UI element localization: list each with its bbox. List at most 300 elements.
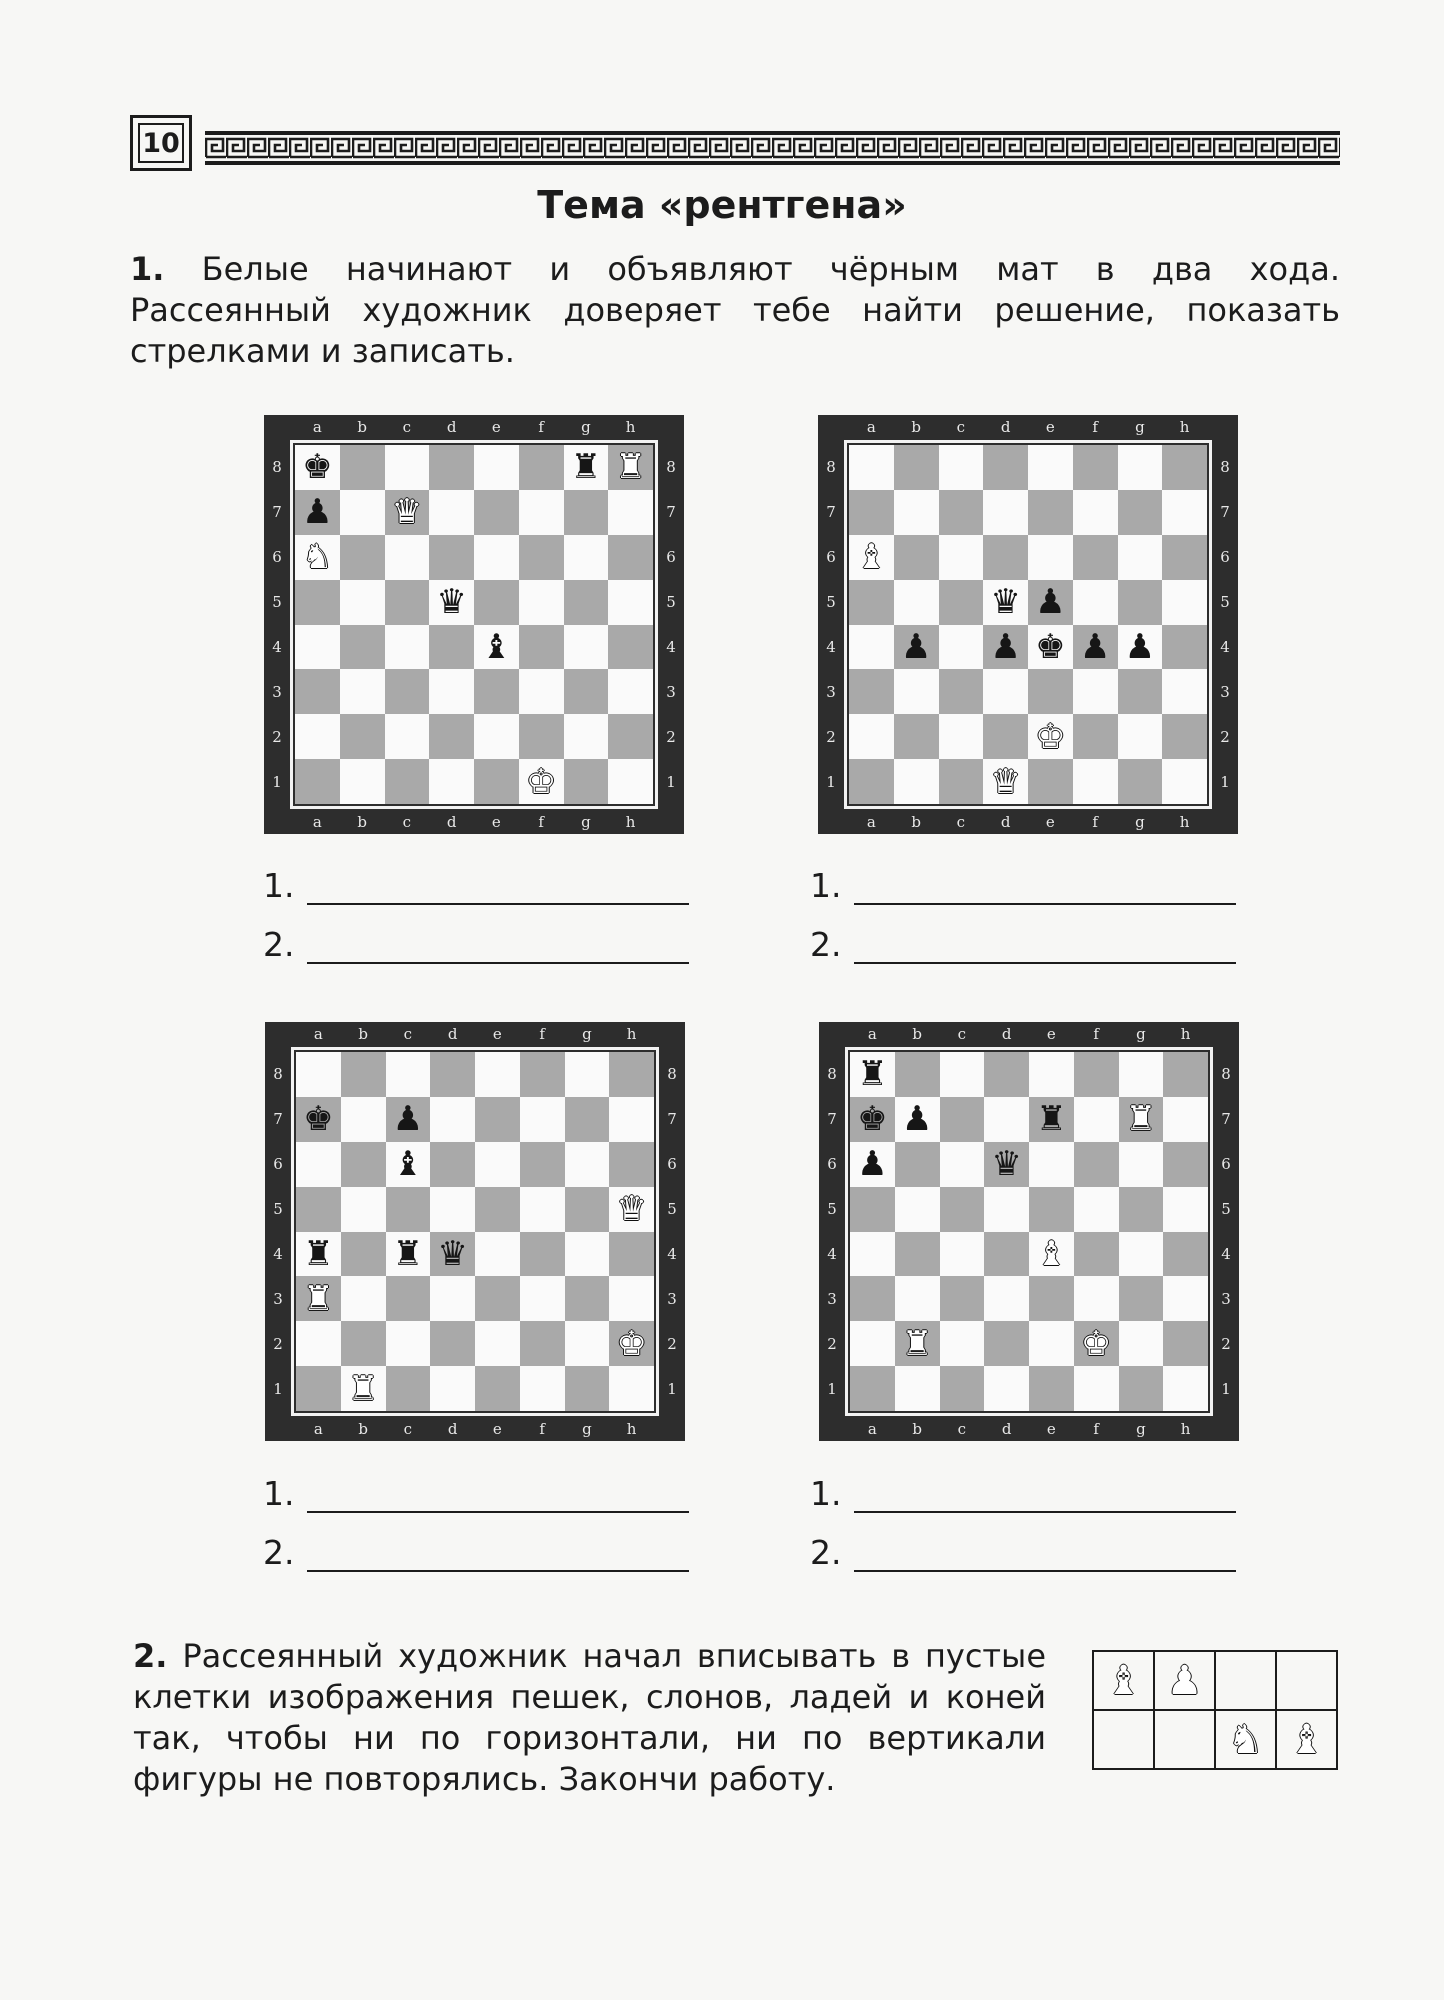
square-b1 bbox=[894, 759, 939, 804]
square-d2 bbox=[983, 714, 1028, 759]
square-f5 bbox=[520, 1187, 565, 1232]
square-e8 bbox=[475, 1052, 520, 1097]
rank-label-4-right: 4 bbox=[1220, 637, 1230, 656]
square-h6 bbox=[609, 1142, 654, 1187]
chess-diagram-4 bbox=[819, 1022, 1239, 1441]
file-label-g-top: g bbox=[582, 1025, 592, 1043]
square-f8 bbox=[1074, 1052, 1119, 1097]
square-d2 bbox=[430, 1321, 475, 1366]
file-label-h-top: h bbox=[1180, 1025, 1191, 1043]
black-pawn-icon: ♟ bbox=[990, 626, 1021, 667]
square-c4 bbox=[940, 1232, 985, 1277]
rank-label-3-right: 3 bbox=[667, 1289, 677, 1308]
square-c1 bbox=[385, 759, 430, 804]
square-a4 bbox=[295, 625, 340, 670]
square-h6 bbox=[1163, 1142, 1208, 1187]
rank-label-1-right: 1 bbox=[1221, 1379, 1231, 1398]
square-e4 bbox=[1028, 625, 1073, 670]
grid-cell bbox=[1093, 1651, 1154, 1710]
square-h2 bbox=[609, 1321, 654, 1366]
rank-label-8-left: 8 bbox=[826, 458, 836, 477]
square-b6 bbox=[895, 1142, 940, 1187]
square-c4 bbox=[385, 625, 430, 670]
square-d7 bbox=[430, 1097, 475, 1142]
square-a5 bbox=[296, 1187, 341, 1232]
rank-label-6-right: 6 bbox=[667, 1155, 677, 1174]
rank-label-4-left: 4 bbox=[826, 637, 836, 656]
file-label-d-bottom: d bbox=[1000, 813, 1011, 831]
rank-label-4-right: 4 bbox=[1221, 1244, 1231, 1263]
black-queen-icon: ♛ bbox=[990, 582, 1021, 623]
square-h2 bbox=[608, 714, 653, 759]
file-label-f-bottom: f bbox=[538, 813, 544, 831]
square-f2 bbox=[1074, 1321, 1119, 1366]
square-c2 bbox=[939, 714, 984, 759]
square-f6 bbox=[520, 1142, 565, 1187]
square-h6 bbox=[608, 535, 653, 580]
square-g8 bbox=[1118, 445, 1163, 490]
rank-label-3-right: 3 bbox=[1221, 1289, 1231, 1308]
black-bishop-icon: ♝ bbox=[392, 1144, 424, 1185]
grid-cell bbox=[1276, 1710, 1337, 1769]
square-h1 bbox=[608, 759, 653, 804]
page-number: 10 bbox=[138, 123, 184, 163]
answer-2-move-1[interactable]: 1. bbox=[810, 866, 1236, 905]
rank-label-2-left: 2 bbox=[826, 727, 836, 746]
square-g7 bbox=[1118, 490, 1163, 535]
square-e2 bbox=[475, 1321, 520, 1366]
black-pawn-icon: ♟ bbox=[901, 1099, 933, 1140]
task1-number: 1. bbox=[130, 250, 165, 288]
square-h4 bbox=[608, 625, 653, 670]
square-g4 bbox=[565, 1232, 610, 1277]
square-e4 bbox=[474, 625, 519, 670]
square-d6 bbox=[983, 535, 1028, 580]
square-g8 bbox=[1119, 1052, 1164, 1097]
square-h2 bbox=[1162, 714, 1207, 759]
square-b1 bbox=[340, 759, 385, 804]
square-h8 bbox=[1163, 1052, 1208, 1097]
square-e3 bbox=[474, 669, 519, 714]
square-h3 bbox=[1163, 1276, 1208, 1321]
square-c1 bbox=[939, 759, 984, 804]
square-a4 bbox=[850, 1232, 895, 1277]
square-c6 bbox=[939, 535, 984, 580]
board-grid bbox=[296, 1052, 654, 1411]
square-f6 bbox=[1073, 535, 1118, 580]
square-g4 bbox=[1118, 625, 1163, 670]
square-a2 bbox=[296, 1321, 341, 1366]
square-c8 bbox=[940, 1052, 985, 1097]
file-label-d-bottom: d bbox=[1001, 1420, 1012, 1438]
black-queen-icon: ♛ bbox=[437, 1233, 468, 1274]
file-label-b-bottom: b bbox=[911, 813, 921, 831]
square-b8 bbox=[340, 445, 385, 490]
square-e5 bbox=[1028, 580, 1073, 625]
rank-label-5-right: 5 bbox=[1220, 593, 1230, 612]
file-label-c-top: c bbox=[956, 418, 966, 436]
white-pawn-icon: ♟ bbox=[1166, 1657, 1203, 1704]
file-label-f-bottom: f bbox=[539, 1420, 545, 1438]
rank-label-1-right: 1 bbox=[1220, 772, 1230, 791]
square-g5 bbox=[1119, 1187, 1164, 1232]
square-d3 bbox=[429, 669, 474, 714]
square-h5 bbox=[1163, 1187, 1208, 1232]
file-label-a-bottom: a bbox=[867, 1420, 877, 1438]
square-d8 bbox=[429, 445, 474, 490]
square-c3 bbox=[939, 669, 984, 714]
square-d8 bbox=[984, 1052, 1029, 1097]
square-g1 bbox=[1118, 759, 1163, 804]
square-c8 bbox=[385, 445, 430, 490]
square-h2 bbox=[1163, 1321, 1208, 1366]
black-bishop-icon: ♝ bbox=[481, 626, 512, 667]
rank-label-3-right: 3 bbox=[1220, 682, 1230, 701]
task1-line-1: Белые начинают и объявляют чёрным мат в два хода. bbox=[201, 250, 1341, 288]
square-b1 bbox=[895, 1366, 940, 1411]
square-b2 bbox=[341, 1321, 386, 1366]
square-a1 bbox=[849, 759, 894, 804]
file-label-c-bottom: c bbox=[402, 813, 412, 831]
square-h4 bbox=[609, 1232, 654, 1277]
square-f1 bbox=[1073, 759, 1118, 804]
square-f7 bbox=[519, 490, 564, 535]
white-king-icon: ♚ bbox=[1080, 1323, 1112, 1364]
rank-label-1-left: 1 bbox=[273, 1379, 283, 1398]
square-e7 bbox=[1029, 1097, 1074, 1142]
square-a1 bbox=[295, 759, 340, 804]
square-a3 bbox=[295, 669, 340, 714]
square-e6 bbox=[474, 535, 519, 580]
square-f2 bbox=[520, 1321, 565, 1366]
task2-line-4: фигуры не повторялись. Закончи работу. bbox=[133, 1760, 836, 1798]
answer-3-move-1[interactable]: 1. bbox=[263, 1474, 689, 1513]
square-c4 bbox=[386, 1232, 431, 1277]
square-e3 bbox=[1028, 669, 1073, 714]
square-c7 bbox=[385, 490, 430, 535]
square-e8 bbox=[474, 445, 519, 490]
white-king-icon: ♚ bbox=[1035, 716, 1066, 757]
square-g4 bbox=[1119, 1232, 1164, 1277]
rank-label-4-left: 4 bbox=[272, 637, 282, 656]
square-g4 bbox=[564, 625, 609, 670]
square-e3 bbox=[1029, 1276, 1074, 1321]
white-rook-icon: ♜ bbox=[347, 1368, 379, 1409]
square-h1 bbox=[1163, 1366, 1208, 1411]
grid-row bbox=[1093, 1651, 1337, 1710]
rank-label-7-right: 7 bbox=[667, 1110, 677, 1129]
grid-cell[interactable] bbox=[1276, 1651, 1337, 1710]
square-a8 bbox=[849, 445, 894, 490]
answer-3-move-2[interactable]: 2. bbox=[263, 1533, 689, 1572]
square-h8 bbox=[1162, 445, 1207, 490]
file-label-h-bottom: h bbox=[1180, 1420, 1191, 1438]
rank-label-5-left: 5 bbox=[273, 1200, 283, 1219]
rank-label-6-right: 6 bbox=[666, 548, 676, 567]
square-f6 bbox=[519, 535, 564, 580]
rank-label-5-right: 5 bbox=[666, 593, 676, 612]
rank-label-2-right: 2 bbox=[1220, 727, 1230, 746]
square-a1 bbox=[850, 1366, 895, 1411]
rank-label-7-left: 7 bbox=[273, 1110, 283, 1129]
grid-cell[interactable] bbox=[1154, 1710, 1215, 1769]
file-label-g-top: g bbox=[1135, 418, 1145, 436]
file-label-c-top: c bbox=[957, 1025, 967, 1043]
black-rook-icon: ♜ bbox=[303, 1233, 334, 1274]
file-label-b-bottom: b bbox=[358, 1420, 368, 1438]
board-grid bbox=[295, 445, 653, 804]
square-h1 bbox=[1162, 759, 1207, 804]
square-d8 bbox=[983, 445, 1028, 490]
file-label-c-top: c bbox=[402, 418, 412, 436]
rank-label-4-left: 4 bbox=[273, 1244, 283, 1263]
rank-label-1-left: 1 bbox=[826, 772, 836, 791]
rank-label-4-right: 4 bbox=[667, 1244, 677, 1263]
square-g3 bbox=[1119, 1276, 1164, 1321]
square-b4 bbox=[895, 1232, 940, 1277]
square-b2 bbox=[895, 1321, 940, 1366]
file-label-e-top: e bbox=[1045, 418, 1055, 436]
rank-label-8-left: 8 bbox=[827, 1065, 837, 1084]
task2-line-1: Рассеянный художник начал вписывать в пустые bbox=[182, 1637, 1047, 1675]
file-label-a-bottom: a bbox=[866, 813, 876, 831]
white-rook-icon: ♜ bbox=[303, 1278, 334, 1319]
square-b4 bbox=[340, 625, 385, 670]
square-g8 bbox=[564, 445, 609, 490]
square-c6 bbox=[940, 1142, 985, 1187]
square-f4 bbox=[519, 625, 564, 670]
square-d6 bbox=[430, 1142, 475, 1187]
white-rook-icon: ♜ bbox=[615, 447, 646, 488]
square-e1 bbox=[474, 759, 519, 804]
square-d6 bbox=[984, 1142, 1029, 1187]
square-c6 bbox=[386, 1142, 431, 1187]
black-king-icon: ♚ bbox=[302, 447, 333, 488]
square-a3 bbox=[849, 669, 894, 714]
file-label-c-top: c bbox=[403, 1025, 413, 1043]
file-label-b-top: b bbox=[357, 418, 367, 436]
square-h1 bbox=[609, 1366, 654, 1411]
file-label-f-top: f bbox=[538, 418, 544, 436]
rank-label-2-right: 2 bbox=[1221, 1334, 1231, 1353]
rank-label-3-left: 3 bbox=[273, 1289, 283, 1308]
square-a8 bbox=[295, 445, 340, 490]
square-b1 bbox=[341, 1366, 386, 1411]
square-e1 bbox=[1029, 1366, 1074, 1411]
file-label-e-top: e bbox=[1046, 1025, 1056, 1043]
rank-label-7-left: 7 bbox=[826, 503, 836, 522]
square-f1 bbox=[520, 1366, 565, 1411]
square-b6 bbox=[341, 1142, 386, 1187]
square-f7 bbox=[1073, 490, 1118, 535]
square-c5 bbox=[939, 580, 984, 625]
square-c4 bbox=[939, 625, 984, 670]
square-f5 bbox=[519, 580, 564, 625]
black-rook-icon: ♜ bbox=[570, 447, 602, 488]
black-pawn-icon: ♟ bbox=[392, 1099, 424, 1140]
rank-label-2-left: 2 bbox=[827, 1334, 837, 1353]
task2-piece-grid bbox=[1092, 1650, 1338, 1770]
square-e1 bbox=[475, 1366, 520, 1411]
square-d1 bbox=[984, 1366, 1029, 1411]
answer-2-move-2[interactable]: 2. bbox=[810, 925, 1236, 964]
black-rook-icon: ♜ bbox=[392, 1233, 424, 1274]
file-label-g-bottom: g bbox=[1135, 813, 1145, 831]
square-a6 bbox=[850, 1142, 895, 1187]
file-label-f-bottom: f bbox=[1093, 1420, 1099, 1438]
white-bishop-icon: ♝ bbox=[1288, 1716, 1325, 1763]
square-d3 bbox=[983, 669, 1028, 714]
task1-text bbox=[130, 249, 1340, 372]
square-h5 bbox=[609, 1187, 654, 1232]
square-e7 bbox=[475, 1097, 520, 1142]
square-h6 bbox=[1162, 535, 1207, 580]
rank-label-7-left: 7 bbox=[272, 503, 282, 522]
black-pawn-icon: ♟ bbox=[900, 626, 932, 667]
square-c7 bbox=[939, 490, 984, 535]
rank-label-2-right: 2 bbox=[666, 727, 676, 746]
square-b5 bbox=[340, 580, 385, 625]
answer-4-move-1[interactable]: 1. bbox=[810, 1474, 1236, 1513]
square-b6 bbox=[894, 535, 939, 580]
rank-label-6-left: 6 bbox=[273, 1155, 283, 1174]
rank-label-5-left: 5 bbox=[827, 1200, 837, 1219]
file-label-a-bottom: a bbox=[313, 1420, 323, 1438]
square-a6 bbox=[296, 1142, 341, 1187]
square-c8 bbox=[939, 445, 984, 490]
file-label-b-top: b bbox=[911, 418, 921, 436]
square-a2 bbox=[295, 714, 340, 759]
page-number-box bbox=[130, 115, 192, 171]
square-e8 bbox=[1029, 1052, 1074, 1097]
file-label-e-bottom: e bbox=[1045, 813, 1055, 831]
square-g1 bbox=[1119, 1366, 1164, 1411]
square-h7 bbox=[1163, 1097, 1208, 1142]
file-label-g-bottom: g bbox=[1136, 1420, 1146, 1438]
white-bishop-icon: ♝ bbox=[1105, 1657, 1142, 1704]
square-e8 bbox=[1028, 445, 1073, 490]
task2-text bbox=[133, 1636, 1046, 1800]
task2-line-3: так, чтобы ни по горизонтали, ни по вертикали bbox=[133, 1719, 1046, 1757]
grid-cell[interactable] bbox=[1093, 1710, 1154, 1769]
square-d6 bbox=[429, 535, 474, 580]
square-b3 bbox=[341, 1276, 386, 1321]
rank-label-6-left: 6 bbox=[826, 548, 836, 567]
file-label-a-top: a bbox=[867, 1025, 877, 1043]
black-queen-icon: ♛ bbox=[436, 582, 467, 623]
square-b6 bbox=[340, 535, 385, 580]
square-e2 bbox=[1028, 714, 1073, 759]
square-c8 bbox=[386, 1052, 431, 1097]
answer-1-move-2[interactable]: 2. bbox=[263, 925, 689, 964]
rank-label-4-right: 4 bbox=[666, 637, 676, 656]
black-king-icon: ♚ bbox=[857, 1099, 888, 1140]
square-f2 bbox=[519, 714, 564, 759]
square-a2 bbox=[850, 1321, 895, 1366]
file-label-g-top: g bbox=[1136, 1025, 1146, 1043]
file-label-g-top: g bbox=[581, 418, 591, 436]
square-c3 bbox=[386, 1276, 431, 1321]
answer-1-move-1[interactable]: 1. bbox=[263, 866, 689, 905]
grid-row bbox=[1093, 1710, 1337, 1769]
square-c2 bbox=[940, 1321, 985, 1366]
square-a4 bbox=[296, 1232, 341, 1277]
square-g5 bbox=[564, 580, 609, 625]
square-d7 bbox=[429, 490, 474, 535]
file-label-e-bottom: e bbox=[492, 1420, 502, 1438]
rank-label-6-right: 6 bbox=[1221, 1155, 1231, 1174]
file-label-b-bottom: b bbox=[357, 813, 367, 831]
square-d2 bbox=[429, 714, 474, 759]
square-h3 bbox=[1162, 669, 1207, 714]
square-f5 bbox=[1073, 580, 1118, 625]
black-pawn-icon: ♟ bbox=[1035, 582, 1066, 623]
square-e4 bbox=[475, 1232, 520, 1277]
file-label-b-bottom: b bbox=[912, 1420, 922, 1438]
rank-label-5-right: 5 bbox=[1221, 1200, 1231, 1219]
square-a7 bbox=[296, 1097, 341, 1142]
rank-label-8-left: 8 bbox=[273, 1065, 283, 1084]
rank-label-1-right: 1 bbox=[666, 772, 676, 791]
square-h7 bbox=[608, 490, 653, 535]
white-rook-icon: ♜ bbox=[1125, 1099, 1157, 1140]
square-c3 bbox=[385, 669, 430, 714]
square-d4 bbox=[430, 1232, 475, 1277]
white-rook-icon: ♜ bbox=[901, 1323, 933, 1364]
square-h7 bbox=[609, 1097, 654, 1142]
board-grid bbox=[849, 445, 1207, 804]
rank-label-3-right: 3 bbox=[666, 682, 676, 701]
rank-label-6-right: 6 bbox=[1220, 548, 1230, 567]
square-g2 bbox=[1118, 714, 1163, 759]
square-g5 bbox=[565, 1187, 610, 1232]
black-queen-icon: ♛ bbox=[991, 1144, 1022, 1185]
file-label-d-bottom: d bbox=[447, 1420, 458, 1438]
square-e1 bbox=[1028, 759, 1073, 804]
square-c5 bbox=[386, 1187, 431, 1232]
square-b5 bbox=[894, 580, 939, 625]
black-pawn-icon: ♟ bbox=[1079, 626, 1111, 667]
square-b5 bbox=[895, 1187, 940, 1232]
square-b7 bbox=[894, 490, 939, 535]
white-bishop-icon: ♝ bbox=[1036, 1233, 1067, 1274]
square-c2 bbox=[386, 1321, 431, 1366]
white-king-icon: ♚ bbox=[616, 1323, 647, 1364]
chess-diagram-2 bbox=[818, 415, 1238, 834]
square-h8 bbox=[608, 445, 653, 490]
square-c2 bbox=[385, 714, 430, 759]
answer-4-move-2[interactable]: 2. bbox=[810, 1533, 1236, 1572]
white-queen-icon: ♛ bbox=[616, 1189, 647, 1230]
task1-line-2: Рассеянный художник доверяет тебе найти решение, показать bbox=[130, 291, 1340, 329]
file-label-h-top: h bbox=[1179, 418, 1190, 436]
file-label-h-top: h bbox=[626, 1025, 637, 1043]
square-e2 bbox=[474, 714, 519, 759]
square-a2 bbox=[849, 714, 894, 759]
file-label-f-top: f bbox=[1093, 1025, 1099, 1043]
square-f2 bbox=[1073, 714, 1118, 759]
square-g8 bbox=[565, 1052, 610, 1097]
square-g1 bbox=[564, 759, 609, 804]
grid-cell[interactable] bbox=[1215, 1651, 1276, 1710]
file-label-e-top: e bbox=[492, 1025, 502, 1043]
square-f3 bbox=[1074, 1276, 1119, 1321]
square-h4 bbox=[1163, 1232, 1208, 1277]
square-f1 bbox=[1074, 1366, 1119, 1411]
square-b2 bbox=[340, 714, 385, 759]
rank-label-6-left: 6 bbox=[272, 548, 282, 567]
square-g7 bbox=[1119, 1097, 1164, 1142]
